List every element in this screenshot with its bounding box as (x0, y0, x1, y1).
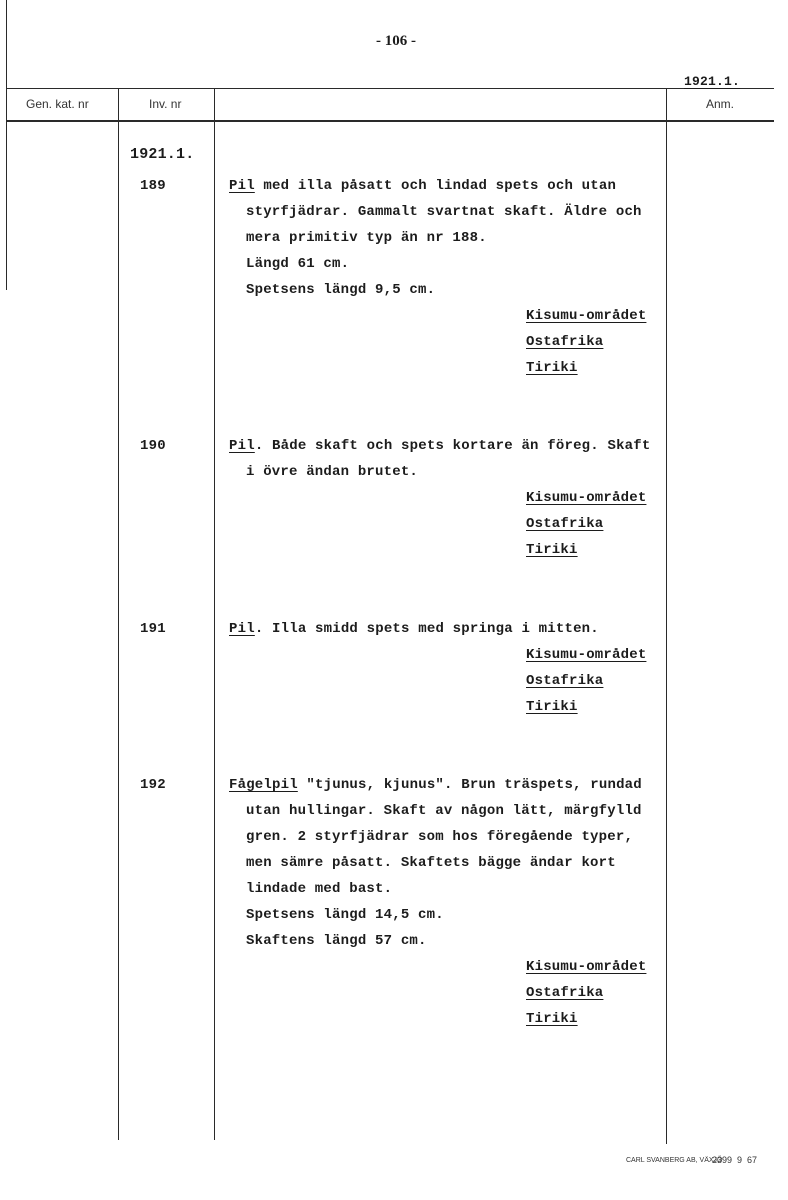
description-line: gren. 2 styrfjädrar som hos föregående typer, (246, 829, 634, 845)
column-header-inv-nr: Inv. nr (149, 97, 182, 111)
inventory-number: 191 (140, 621, 166, 637)
header-series: 1921.1. (684, 74, 741, 89)
provenance-place: Ostafrika (526, 673, 604, 689)
description-line: Spetsens längd 9,5 cm. (246, 282, 436, 298)
description-line (229, 621, 599, 637)
header-bottom-rule (6, 120, 774, 122)
inventory-number: 190 (140, 438, 166, 454)
provenance-place: Kisumu-området (526, 647, 647, 663)
provenance-place: Tiriki (526, 542, 578, 558)
object-type: Pil (229, 621, 255, 637)
provenance-place: Kisumu-området (526, 959, 647, 975)
description-line: Skaftens längd 57 cm. (246, 933, 427, 949)
inventory-number: 192 (140, 777, 166, 793)
description-text: . Illa smidd spets med springa i mitten. (254, 621, 599, 637)
column-divider-1 (118, 88, 119, 1140)
description-line: Längd 61 cm. (246, 256, 350, 272)
description-line: i övre ändan brutet. (246, 464, 419, 480)
column-divider-3 (666, 88, 667, 1144)
column-header-anm: Anm. (706, 97, 735, 111)
object-type: Pil (229, 438, 255, 454)
provenance-place: Ostafrika (526, 516, 604, 532)
description-text: "tjunus, kjunus". Brun träspets, rundad (297, 777, 642, 793)
header-top-rule (6, 88, 774, 89)
description-line: mera primitiv typ än nr 188. (246, 230, 487, 246)
column-divider-2 (214, 88, 215, 1140)
form-code: 2399 9 67 (712, 1155, 758, 1165)
provenance-place: Kisumu-området (526, 490, 647, 506)
provenance-place: Kisumu-området (526, 308, 647, 324)
provenance-place: Ostafrika (526, 985, 604, 1001)
provenance-place: Tiriki (526, 1011, 578, 1027)
description-line: lindade med bast. (246, 881, 393, 897)
column-header-gen-kat-nr: Gen. kat. nr (26, 97, 89, 111)
description-line: men sämre påsatt. Skaftets bägge ändar kort (246, 855, 616, 871)
description-text: med illa påsatt och lindad spets och utan (254, 178, 617, 194)
description-line: utan hullingar. Skaft av någon lätt, märgfylld (246, 803, 642, 819)
page-number: - 106 - (376, 33, 416, 49)
description-line (229, 438, 650, 454)
provenance-place: Ostafrika (526, 334, 604, 350)
description-line: Spetsens längd 14,5 cm. (246, 907, 444, 923)
description-text: . Både skaft och spets kortare än föreg. Skaft (254, 438, 651, 454)
provenance-place: Tiriki (526, 699, 578, 715)
series-label: 1921.1. (130, 146, 195, 163)
left-margin-line (6, 0, 7, 290)
object-type: Fågelpil (229, 777, 298, 793)
provenance-place: Tiriki (526, 360, 578, 376)
printer-imprint: CARL SVANBERG AB, VÄXJÖ (626, 1157, 723, 1164)
object-type: Pil (229, 178, 255, 194)
description-line (229, 777, 642, 793)
description-line: styrfjädrar. Gammalt svartnat skaft. Äldre och (246, 204, 642, 220)
inventory-number: 189 (140, 178, 166, 194)
description-line (229, 178, 616, 194)
